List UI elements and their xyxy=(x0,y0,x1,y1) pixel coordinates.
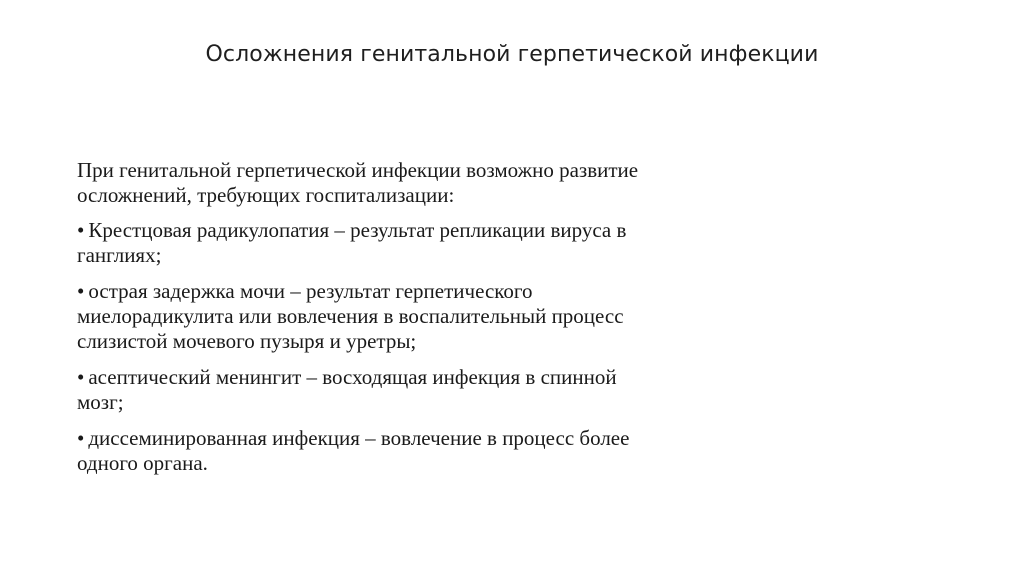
bullet-marker: • xyxy=(77,426,85,450)
bullet-marker: • xyxy=(77,218,85,242)
bullet-marker: • xyxy=(77,279,85,303)
slide-title: Осложнения генитальной герпетической инфекции xyxy=(205,42,819,67)
bullet-text: диссеминированная инфекция – вовлечение в процесс более одного органа. xyxy=(77,426,630,475)
bullet-item xyxy=(77,279,657,354)
bullet-item xyxy=(77,365,657,415)
bullet-list xyxy=(77,218,657,476)
bullet-text: острая задержка мочи – результат герпетического миелорадикулита или вовлечения в воспалительный процесс слизистой мочевого пузыря и уретры; xyxy=(77,279,624,353)
bullet-marker: • xyxy=(77,365,85,389)
bullet-text: асептический менингит – восходящая инфекция в спинной мозг; xyxy=(77,365,617,414)
bullet-text: Крестцовая радикулопатия – результат репликации вируса в ганглиях; xyxy=(77,218,627,267)
bullet-item xyxy=(77,218,657,268)
intro-paragraph: При генитальной герпетической инфекции возможно развитие осложнений, требующих госпитализации: xyxy=(77,158,639,207)
bullet-item xyxy=(77,426,657,476)
slide-content xyxy=(77,158,657,487)
